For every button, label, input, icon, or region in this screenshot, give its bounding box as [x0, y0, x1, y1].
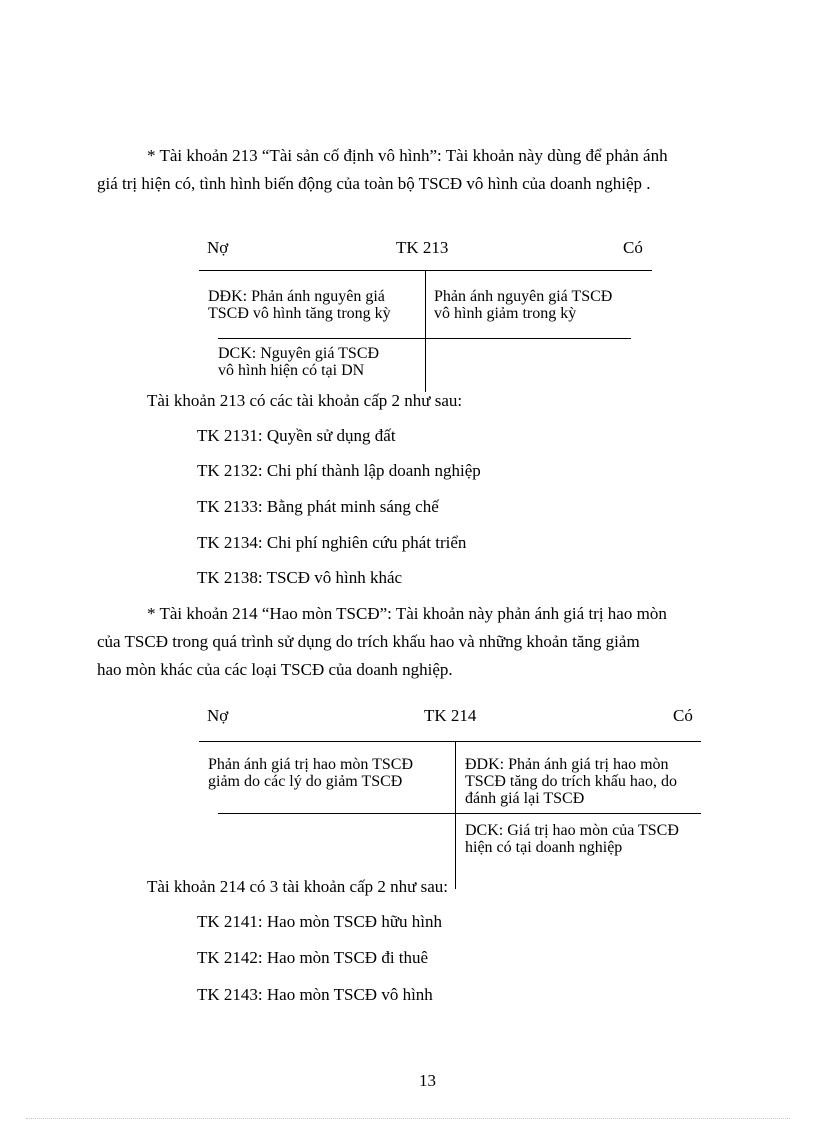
t213-right1-line1: Phản ánh nguyên giá TSCĐ — [434, 288, 613, 305]
t214-title: TK 214 — [424, 706, 477, 725]
t214-left1-line1: Phản ánh giá trị hao mòn TSCĐ — [208, 756, 414, 773]
page-number: 13 — [419, 1071, 436, 1090]
t213-left1-line1: DĐK: Phản ánh nguyên giá — [208, 288, 385, 305]
t214-center-rule — [455, 741, 456, 889]
sub213-item: TK 2133: Bằng phát minh sáng chế — [197, 497, 439, 516]
t214-credit-label: Có — [673, 706, 693, 725]
sub213-item: TK 2132: Chi phí thành lập doanh nghiệp — [197, 461, 481, 480]
sub214-intro: Tài khoản 214 có 3 tài khoản cấp 2 như sau: — [147, 877, 448, 896]
t214-right1-line3: đánh giá lại TSCĐ — [465, 790, 585, 807]
t214-right1-line2: TSCĐ tăng do trích khấu hao, do — [465, 773, 677, 790]
sub214-item: TK 2143: Hao mòn TSCĐ vô hình — [197, 985, 433, 1004]
t213-debit-label: Nợ — [207, 238, 229, 257]
t214-right2-line2: hiện có tại doanh nghiệp — [465, 839, 623, 856]
t214-debit-label: Nợ — [207, 706, 229, 725]
para2-line2: của TSCĐ trong quá trình sử dụng do trích khấu hao và những khoản tăng giảm — [97, 632, 640, 651]
t214-right2-line1: DCK: Giá trị hao mòn của TSCĐ — [465, 822, 679, 839]
para1-line2: giá trị hiện có, tình hình biến động của toàn bộ TSCĐ vô hình của doanh nghiệp . — [97, 174, 651, 193]
sub214-item: TK 2142: Hao mòn TSCĐ đi thuê — [197, 948, 429, 967]
t213-mid-rule — [218, 338, 631, 339]
page-bottom-rule — [26, 1118, 790, 1119]
t213-credit-label: Có — [623, 238, 643, 257]
sub213-item: TK 2138: TSCĐ vô hình khác — [197, 568, 403, 587]
para1-line1: * Tài khoản 213 “Tài sản cố định vô hình”: Tài khoản này dùng để phản ánh — [147, 146, 668, 165]
t214-left1-line2: giảm do các lý do giảm TSCĐ — [208, 773, 403, 790]
t213-left1-line2: TSCĐ vô hình tăng trong kỳ — [208, 305, 391, 322]
t213-center-rule — [425, 270, 426, 392]
para2-line1: * Tài khoản 214 “Hao mòn TSCĐ”: Tài khoản này phản ánh giá trị hao mòn — [147, 604, 667, 623]
t214-top-rule — [199, 741, 701, 742]
t214-mid-rule — [218, 813, 701, 814]
t213-right1-line2: vô hình giảm trong kỳ — [434, 305, 577, 322]
t213-left2-line1: DCK: Nguyên giá TSCĐ — [218, 345, 380, 362]
sub213-item: TK 2134: Chi phí nghiên cứu phát triển — [197, 533, 467, 552]
sub213-intro: Tài khoản 213 có các tài khoản cấp 2 như sau: — [147, 391, 463, 410]
t214-right1-line1: ĐDK: Phản ánh giá trị hao mòn — [465, 756, 669, 773]
sub214-item: TK 2141: Hao mòn TSCĐ hữu hình — [197, 912, 443, 931]
t213-title: TK 213 — [396, 238, 449, 257]
sub213-item: TK 2131: Quyền sử dụng đất — [197, 426, 396, 445]
t213-left2-line2: vô hình hiện có tại DN — [218, 362, 365, 379]
para2-line3: hao mòn khác của các loại TSCĐ của doanh nghiệp. — [97, 660, 453, 679]
